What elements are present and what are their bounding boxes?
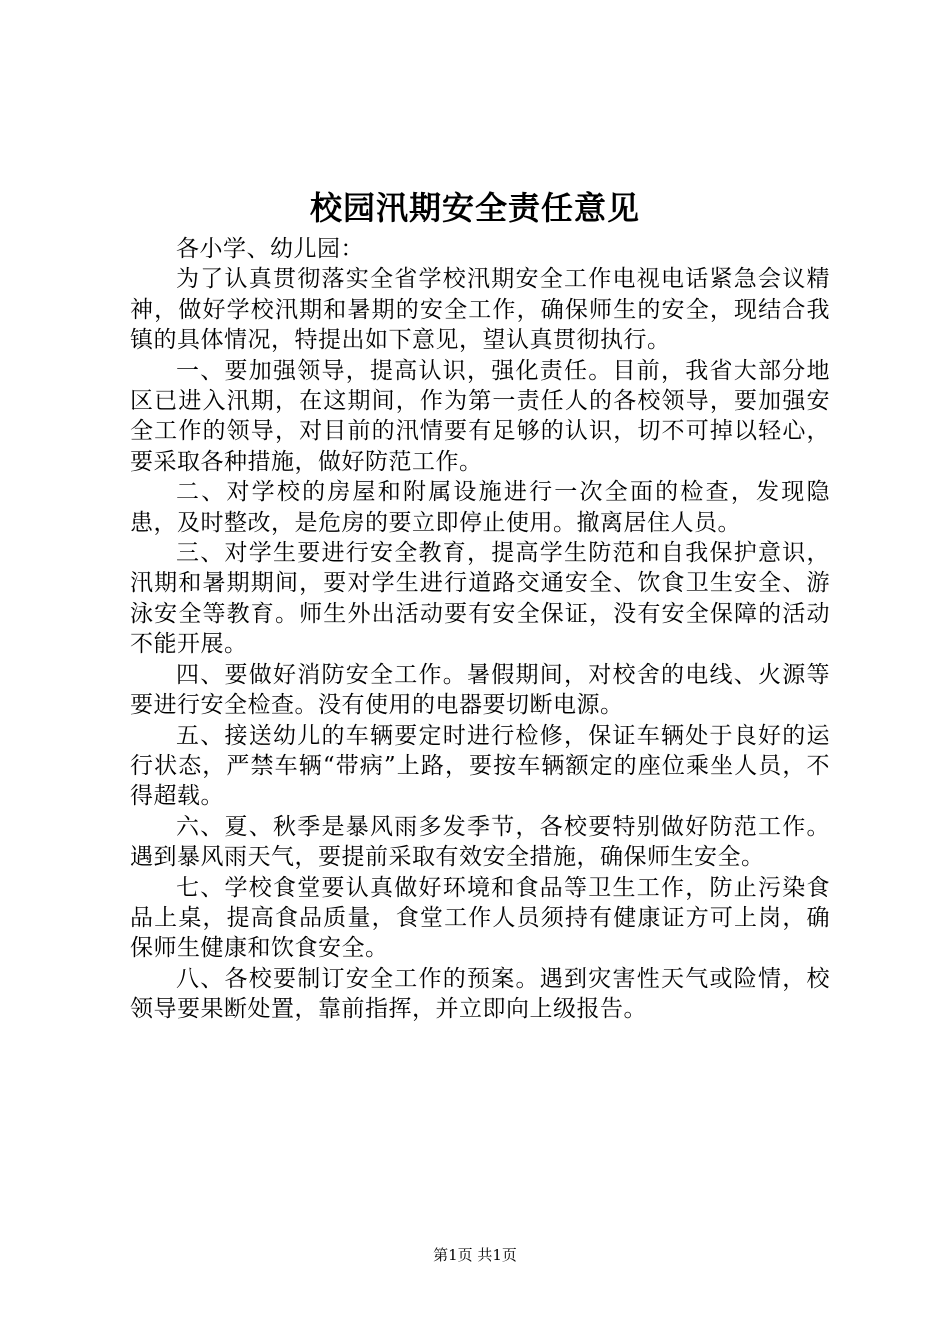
salutation: 各小学、幼儿园： — [176, 236, 364, 262]
item-paragraph-8: 八、各校要制订安全工作的预案。遇到灾害性天气或险情，校领导要果断处置，靠前指挥，并立即向上级报告。 — [130, 965, 830, 1023]
page-number-footer: 第1页 共1页 — [433, 1246, 517, 1264]
item-paragraph-1: 一、要加强领导，提高认识，强化责任。目前，我省大部分地区已进入汛期，在这期间，作为第一责任人的各校领导，要加强安全工作的领导，对目前的汛情要有足够的认识，切不可掉以轻心，要采取各种措施，做好防范工作。 — [130, 357, 830, 475]
document-title: 校园汛期安全责任意见 — [309, 189, 640, 227]
item-paragraph-2: 二、对学校的房屋和附属设施进行一次全面的检查，发现隐患，及时整改，是危房的要立即停止使用。撤离居住人员。 — [130, 479, 830, 536]
item-paragraph-7: 七、学校食堂要认真做好环境和食品等卫生工作，防止污染食品上桌，提高食品质量，食堂工作人员须持有健康证方可上岗，确保师生健康和饮食安全。 — [130, 874, 830, 962]
item-paragraph-4: 四、要做好消防安全工作。暑假期间，对校舍的电线、火源等要进行安全检查。没有使用的电器要切断电源。 — [130, 661, 830, 719]
document-body — [130, 234, 830, 1025]
item-paragraph-5: 五、接送幼儿的车辆要定时进行检修，保证车辆处于良好的运行状态，严禁车辆“带病”上路，要按车辆额定的座位乘坐人员，不得超载。 — [130, 722, 830, 810]
intro-paragraph: 为了认真贯彻落实全省学校汛期安全工作电视电话紧急会议精神，做好学校汛期和暑期的安全工作，确保师生的安全，现结合我镇的具体情况，特提出如下意见，望认真贯彻执行。 — [130, 266, 830, 354]
item-paragraph-6: 六、夏、秋季是暴风雨多发季节，各校要特别做好防范工作。遇到暴风雨天气，要提前采取有效安全措施，确保师生安全。 — [130, 813, 830, 871]
item-paragraph-3: 三、对学生要进行安全教育，提高学生防范和自我保护意识，汛期和暑期期间，要对学生进行道路交通安全、饮食卫生安全、游泳安全等教育。师生外出活动要有安全保证，没有安全保障的活动不能开展。 — [130, 540, 830, 658]
